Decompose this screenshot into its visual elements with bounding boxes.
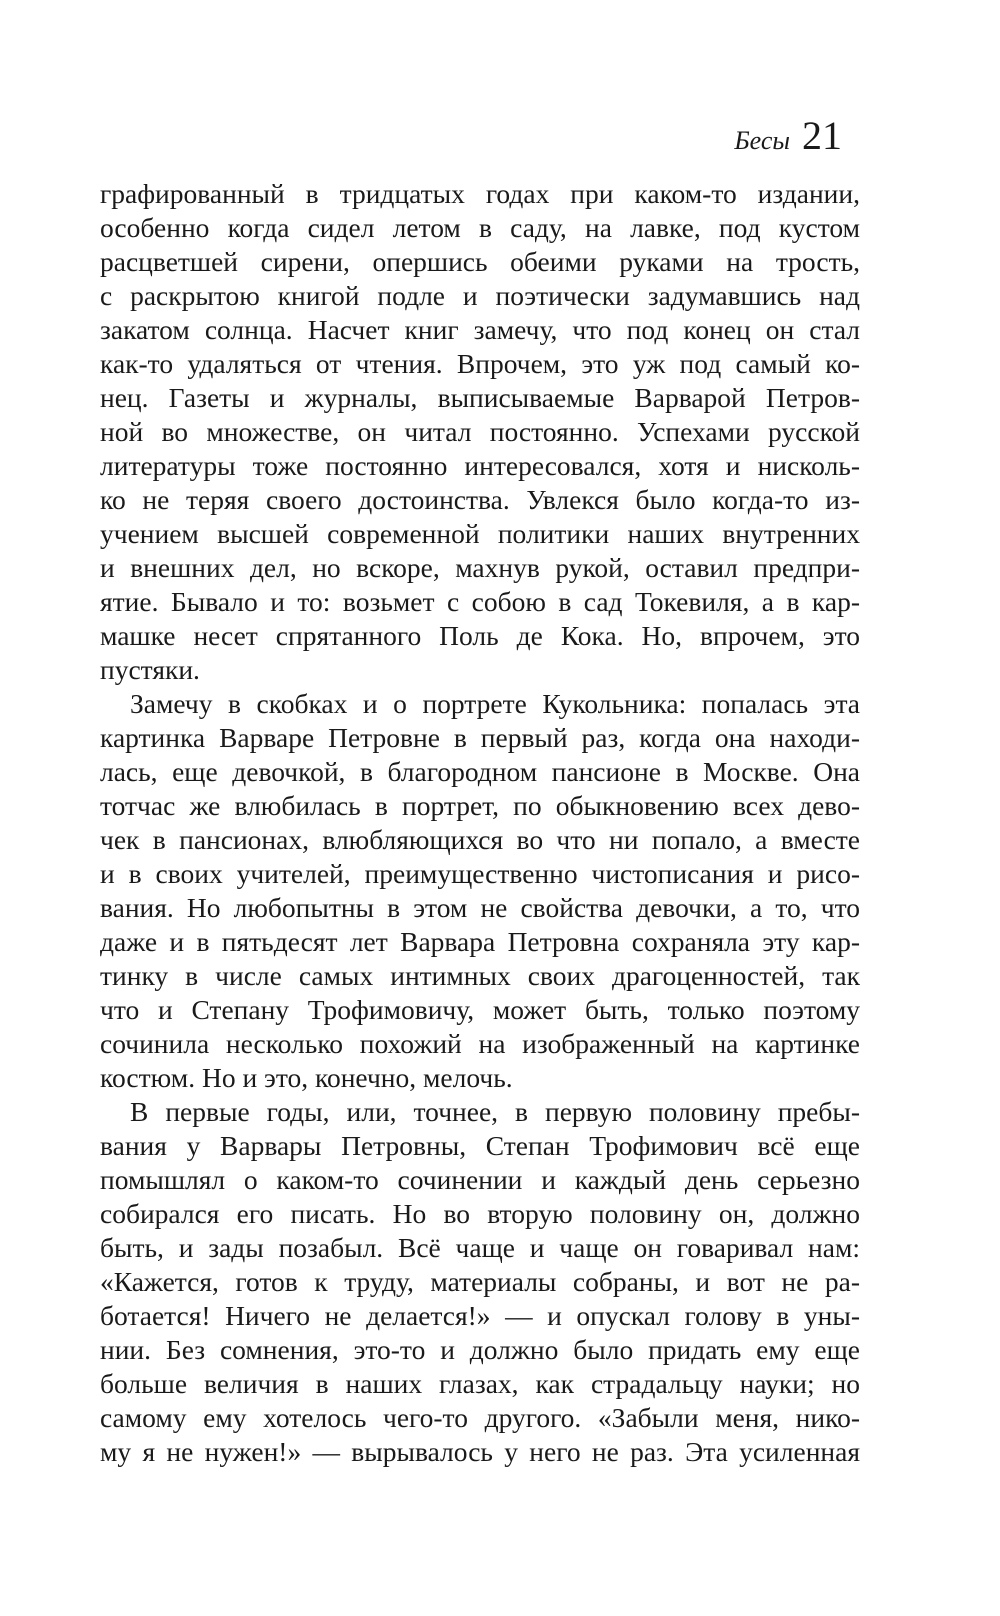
text-line: ной во множестве, он читал постоянно. Успехами русской [100,416,860,447]
text-line: чек в пансионах, влюбляющихся во что ни попало, а вместе [100,824,860,855]
text-line: ботается! Ничего не делается!» — и опускал голову в уны- [100,1300,860,1331]
running-title: Бесы [734,126,790,155]
text-line: картинка Варваре Петровне в первый раз, когда она находи- [100,722,860,753]
text-line: Замечу в скобках и о портрете Кукольника: попалась эта [130,688,860,719]
text-line: ко не теряя своего достоинства. Увлекся было когда-то из- [100,484,860,515]
text-line: сочинила несколько похожий на изображенный на картинке [100,1028,860,1059]
text-line: быть, и зады позабыл. Всё чаще и чаще он говаривал нам: [100,1232,860,1263]
text-line: с раскрытою книгой подле и поэтически задумавшись над [100,280,860,311]
text-line: помышлял о каком-то сочинении и каждый день серьезно [100,1164,860,1195]
text-line: вания. Но любопытны в этом не свойства девочки, а то, что [100,892,860,923]
text-line: собирался его писать. Но во вторую половину он, должно [100,1198,860,1229]
text-line: тинку в числе самых интимных своих драгоценностей, так [100,960,860,991]
text-line: самому ему хотелось чего-то другого. «Забыли меня, нико- [100,1402,860,1433]
text-line: «Кажется, готов к труду, материалы собраны, и вот не ра- [100,1266,860,1297]
text-line: ятие. Бывало и то: возьмет с собою в сад Токевиля, а в кар- [100,586,860,617]
text-line: что и Степану Трофимовичу, может быть, только поэтому [100,994,860,1025]
text-line: как-то удаляться от чтения. Впрочем, это уж под самый ко- [100,348,860,379]
text-line: вания у Варвары Петровны, Степан Трофимович всё еще [100,1130,860,1161]
text-line: тотчас же влюбилась в портрет, по обыкновению всех дево- [100,790,860,821]
body-text [100,177,860,1469]
text-line: нии. Без сомнения, это-то и должно было придать ему еще [100,1334,860,1365]
text-line: закатом солнца. Насчет книг замечу, что под конец он стал [100,314,860,345]
text-line: графированный в тридцатых годах при каком-то издании, [100,178,860,209]
text-line: нец. Газеты и журналы, выписываемые Варварой Петров- [100,382,860,413]
page-header [734,112,842,159]
text-line: лась, еще девочкой, в благородном пансионе в Москве. Она [100,756,860,787]
text-line: литературы тоже постоянно интересовался, хотя и нисколь- [100,450,860,481]
text-line: даже и в пятьдесят лет Варвара Петровна сохраняла эту кар- [100,926,860,957]
text-line: В первые годы, или, точнее, в первую половину пребы- [130,1096,860,1127]
text-line: и в своих учителей, преимущественно чистописания и рисо- [100,858,860,889]
text-line: машке несет спрятанного Поль де Кока. Но, впрочем, это [100,620,860,651]
text-line: и внешних дел, но вскоре, махнув рукой, оставил предпри- [100,552,860,583]
text-line: больше величия в наших глазах, как страдальцу науки; но [100,1368,860,1399]
text-line: расцветшей сирени, опершись обеими руками на трость, [100,246,860,277]
text-line: костюм. Но и это, конечно, мелочь. [100,1062,513,1093]
text-line: учением высшей современной политики наших внутренних [100,518,860,549]
text-line: пустяки. [100,654,200,685]
page-number: 21 [802,113,842,158]
text-line: особенно когда сидел летом в саду, на лавке, под кустом [100,212,860,243]
text-line: му я не нужен!» — вырывалось у него не раз. Эта усиленная [100,1436,860,1467]
